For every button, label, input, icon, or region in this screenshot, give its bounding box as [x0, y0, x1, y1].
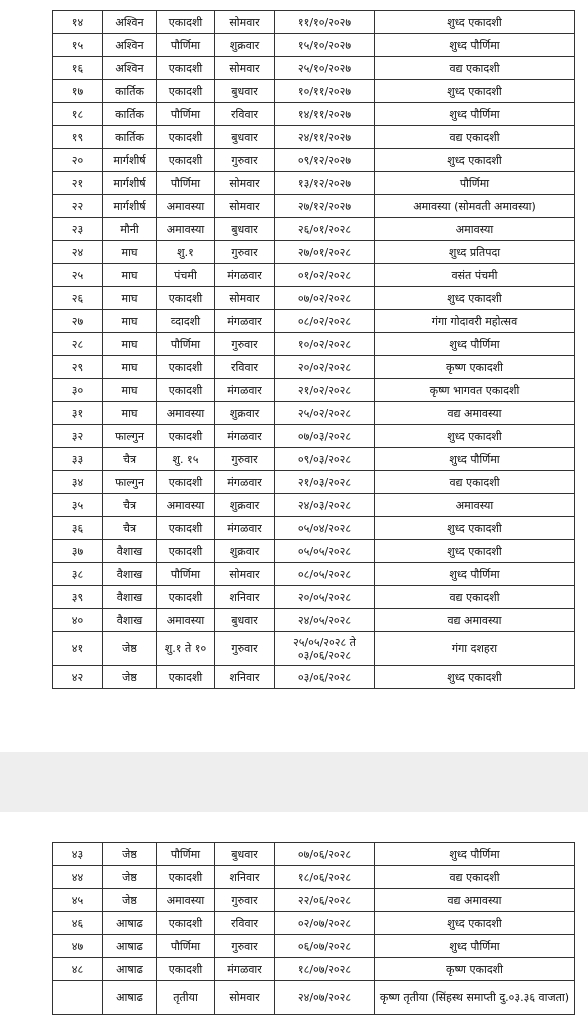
weekday-cell: बुधवार	[215, 126, 275, 149]
date-cell: ०८/०२/२०२८	[275, 310, 375, 333]
date-cell: ०३/०६/२०२८	[275, 666, 375, 689]
serial-number-cell: १४	[53, 11, 103, 34]
page-sheet-bottom	[0, 812, 588, 1024]
description-cell: शुध्द एकादशी	[375, 149, 575, 172]
table-row	[53, 843, 575, 866]
description-cell: शुध्द पौर्णिमा	[375, 103, 575, 126]
description-cell: शुध्द प्रतिपदा	[375, 241, 575, 264]
description-cell: शुध्द एकादशी	[375, 287, 575, 310]
description-cell: शुध्द एकादशी	[375, 540, 575, 563]
weekday-cell: रविवार	[215, 356, 275, 379]
table-row	[53, 666, 575, 689]
table-row	[53, 866, 575, 889]
table-row	[53, 264, 575, 287]
date-cell: २५/१०/२०२७	[275, 57, 375, 80]
weekday-cell: बुधवार	[215, 843, 275, 866]
serial-number-cell: २३	[53, 218, 103, 241]
serial-number-cell: ३८	[53, 563, 103, 586]
table-row	[53, 310, 575, 333]
serial-number-cell: १६	[53, 57, 103, 80]
weekday-cell: रविवार	[215, 912, 275, 935]
serial-number-cell: ३३	[53, 448, 103, 471]
tithi-cell: अमावस्या	[157, 889, 215, 912]
description-cell: शुध्द पौर्णिमा	[375, 448, 575, 471]
weekday-cell: गुरुवार	[215, 935, 275, 958]
table-row	[53, 11, 575, 34]
serial-number-cell: ३५	[53, 494, 103, 517]
tithi-cell: व्दादशी	[157, 310, 215, 333]
table-row	[53, 471, 575, 494]
table-row	[53, 609, 575, 632]
month-cell: अश्विन	[103, 57, 157, 80]
serial-number-cell: ४४	[53, 866, 103, 889]
date-cell: २०/०५/२०२८	[275, 586, 375, 609]
serial-number-cell: ४७	[53, 935, 103, 958]
description-cell: शुध्द एकादशी	[375, 517, 575, 540]
month-cell: माघ	[103, 379, 157, 402]
tithi-cell: अमावस्या	[157, 218, 215, 241]
date-cell: २४/०३/२०२८	[275, 494, 375, 517]
festival-table-top	[52, 10, 575, 689]
month-cell: माघ	[103, 264, 157, 287]
month-cell: चैत्र	[103, 494, 157, 517]
description-cell: शुध्द एकादशी	[375, 912, 575, 935]
weekday-cell: मंगळवार	[215, 958, 275, 981]
table-row	[53, 494, 575, 517]
tithi-cell: एकादशी	[157, 425, 215, 448]
weekday-cell: रविवार	[215, 103, 275, 126]
serial-number-cell: ४५	[53, 889, 103, 912]
description-cell: वद्य एकादशी	[375, 126, 575, 149]
table-row	[53, 402, 575, 425]
weekday-cell: शुक्रवार	[215, 540, 275, 563]
description-cell: अमावस्या	[375, 494, 575, 517]
description-cell: शुध्द एकादशी	[375, 11, 575, 34]
serial-number-cell: २४	[53, 241, 103, 264]
date-cell: २४/०५/२०२८	[275, 609, 375, 632]
month-cell: वैशाख	[103, 540, 157, 563]
serial-number-cell: २९	[53, 356, 103, 379]
date-cell: २४/०७/२०२८	[275, 981, 375, 1015]
month-cell: माघ	[103, 333, 157, 356]
month-cell: जेष्ठ	[103, 866, 157, 889]
table-row	[53, 981, 575, 1015]
date-cell: २५/०२/२०२८	[275, 402, 375, 425]
description-cell: गंगा गोदावरी महोत्सव	[375, 310, 575, 333]
date-cell: १०/०२/२०२८	[275, 333, 375, 356]
table-row	[53, 586, 575, 609]
date-cell: ११/१०/२०२७	[275, 11, 375, 34]
month-cell: माघ	[103, 402, 157, 425]
month-cell: आषाढ	[103, 981, 157, 1015]
serial-number-cell: ४०	[53, 609, 103, 632]
table-row	[53, 935, 575, 958]
weekday-cell: मंगळवार	[215, 264, 275, 287]
tithi-cell: एकादशी	[157, 666, 215, 689]
table-row	[53, 218, 575, 241]
month-cell: जेष्ठ	[103, 632, 157, 666]
tithi-cell: पौर्णिमा	[157, 172, 215, 195]
weekday-cell: सोमवार	[215, 287, 275, 310]
description-cell: कृष्ण एकादशी	[375, 356, 575, 379]
serial-number-cell: ३४	[53, 471, 103, 494]
description-cell: वद्य अमावस्या	[375, 402, 575, 425]
date-cell: २०/०२/२०२८	[275, 356, 375, 379]
weekday-cell: गुरुवार	[215, 632, 275, 666]
tithi-cell: पौर्णिमा	[157, 935, 215, 958]
month-cell: वैशाख	[103, 586, 157, 609]
tithi-cell: एकादशी	[157, 517, 215, 540]
date-cell: १३/१२/२०२७	[275, 172, 375, 195]
serial-number-cell: २१	[53, 172, 103, 195]
weekday-cell: मंगळवार	[215, 310, 275, 333]
description-cell: पौर्णिमा	[375, 172, 575, 195]
month-cell: मार्गशीर्ष	[103, 195, 157, 218]
serial-number-cell: ४६	[53, 912, 103, 935]
weekday-cell: मंगळवार	[215, 517, 275, 540]
tithi-cell: एकादशी	[157, 287, 215, 310]
serial-number-cell: २८	[53, 333, 103, 356]
table-row	[53, 632, 575, 666]
date-cell: १०/११/२०२७	[275, 80, 375, 103]
weekday-cell: सोमवार	[215, 172, 275, 195]
tithi-cell: अमावस्या	[157, 494, 215, 517]
weekday-cell: सोमवार	[215, 563, 275, 586]
weekday-cell: सोमवार	[215, 195, 275, 218]
table-row	[53, 425, 575, 448]
table-row	[53, 287, 575, 310]
table-row	[53, 912, 575, 935]
date-cell: १४/११/२०२७	[275, 103, 375, 126]
tithi-cell: एकादशी	[157, 11, 215, 34]
date-cell: २५/०५/२०२८ ते ०३/०६/२०२८	[275, 632, 375, 666]
weekday-cell: शनिवार	[215, 866, 275, 889]
table-row	[53, 958, 575, 981]
serial-number-cell: १९	[53, 126, 103, 149]
table-row	[53, 126, 575, 149]
month-cell: आषाढ	[103, 958, 157, 981]
tithi-cell: एकादशी	[157, 958, 215, 981]
table-row	[53, 540, 575, 563]
table-row	[53, 34, 575, 57]
description-cell: अमावस्या (सोमवती अमावस्या)	[375, 195, 575, 218]
tithi-cell: एकादशी	[157, 356, 215, 379]
tithi-cell: एकादशी	[157, 149, 215, 172]
serial-number-cell: ३१	[53, 402, 103, 425]
description-cell: गंगा दशहरा	[375, 632, 575, 666]
date-cell: ०७/०२/२०२८	[275, 287, 375, 310]
weekday-cell: शनिवार	[215, 666, 275, 689]
date-cell: ०६/०७/२०२८	[275, 935, 375, 958]
weekday-cell: शुक्रवार	[215, 34, 275, 57]
weekday-cell: गुरुवार	[215, 149, 275, 172]
serial-number-cell: २६	[53, 287, 103, 310]
tithi-cell: पौर्णिमा	[157, 333, 215, 356]
description-cell: कृष्ण तृतीया (सिंहस्थ समाप्ती दु.०३.३६ वाजता)	[375, 981, 575, 1015]
date-cell: ०८/०५/२०२८	[275, 563, 375, 586]
month-cell: जेष्ठ	[103, 889, 157, 912]
month-cell: वैशाख	[103, 609, 157, 632]
tithi-cell: शु. १५	[157, 448, 215, 471]
description-cell: शुध्द पौर्णिमा	[375, 935, 575, 958]
description-cell: अमावस्या	[375, 218, 575, 241]
table-row	[53, 356, 575, 379]
date-cell: ०५/०४/२०२८	[275, 517, 375, 540]
table-row	[53, 80, 575, 103]
weekday-cell: शनिवार	[215, 586, 275, 609]
festival-table-bottom	[52, 842, 575, 1015]
month-cell: अश्विन	[103, 11, 157, 34]
description-cell: शुध्द पौर्णिमा	[375, 563, 575, 586]
weekday-cell: शुक्रवार	[215, 402, 275, 425]
date-cell: २७/१२/२०२७	[275, 195, 375, 218]
description-cell: कृष्ण एकादशी	[375, 958, 575, 981]
serial-number-cell	[53, 981, 103, 1015]
date-cell: ०९/०३/२०२८	[275, 448, 375, 471]
date-cell: २७/०१/२०२८	[275, 241, 375, 264]
month-cell: जेष्ठ	[103, 666, 157, 689]
serial-number-cell: २५	[53, 264, 103, 287]
month-cell: माघ	[103, 241, 157, 264]
month-cell: कार्तिक	[103, 80, 157, 103]
tithi-cell: एकादशी	[157, 540, 215, 563]
description-cell: वसंत पंचमी	[375, 264, 575, 287]
table-row	[53, 172, 575, 195]
description-cell: शुध्द एकादशी	[375, 666, 575, 689]
serial-number-cell: ३९	[53, 586, 103, 609]
tithi-cell: पौर्णिमा	[157, 103, 215, 126]
table-row	[53, 563, 575, 586]
month-cell: कार्तिक	[103, 103, 157, 126]
weekday-cell: बुधवार	[215, 609, 275, 632]
weekday-cell: गुरुवार	[215, 889, 275, 912]
serial-number-cell: ४२	[53, 666, 103, 689]
tithi-cell: अमावस्या	[157, 402, 215, 425]
table-row	[53, 195, 575, 218]
month-cell: फाल्गुन	[103, 471, 157, 494]
tithi-cell: एकादशी	[157, 866, 215, 889]
tithi-cell: शु.१	[157, 241, 215, 264]
date-cell: ०९/१२/२०२७	[275, 149, 375, 172]
date-cell: २१/०२/२०२८	[275, 379, 375, 402]
serial-number-cell: ४३	[53, 843, 103, 866]
description-cell: वद्य एकादशी	[375, 586, 575, 609]
month-cell: अश्विन	[103, 34, 157, 57]
month-cell: मार्गशीर्ष	[103, 172, 157, 195]
serial-number-cell: ३७	[53, 540, 103, 563]
table-row	[53, 517, 575, 540]
date-cell: १८/०७/२०२८	[275, 958, 375, 981]
tithi-cell: एकादशी	[157, 471, 215, 494]
weekday-cell: मंगळवार	[215, 425, 275, 448]
month-cell: वैशाख	[103, 563, 157, 586]
weekday-cell: गुरुवार	[215, 333, 275, 356]
serial-number-cell: २०	[53, 149, 103, 172]
date-cell: २४/११/२०२७	[275, 126, 375, 149]
page-gap	[0, 752, 588, 812]
tithi-cell: एकादशी	[157, 57, 215, 80]
month-cell: चैत्र	[103, 517, 157, 540]
table-row	[53, 103, 575, 126]
month-cell: आषाढ	[103, 912, 157, 935]
tithi-cell: शु.१ ते १०	[157, 632, 215, 666]
description-cell: शुध्द पौर्णिमा	[375, 843, 575, 866]
tithi-cell: एकादशी	[157, 586, 215, 609]
weekday-cell: बुधवार	[215, 80, 275, 103]
serial-number-cell: ३०	[53, 379, 103, 402]
tithi-cell: एकादशी	[157, 912, 215, 935]
tithi-cell: एकादशी	[157, 126, 215, 149]
tithi-cell: पौर्णिमा	[157, 843, 215, 866]
serial-number-cell: ३६	[53, 517, 103, 540]
table-row	[53, 57, 575, 80]
tithi-cell: पंचमी	[157, 264, 215, 287]
date-cell: ०२/०७/२०२८	[275, 912, 375, 935]
description-cell: कृष्ण भागवत एकादशी	[375, 379, 575, 402]
date-cell: २१/०३/२०२८	[275, 471, 375, 494]
serial-number-cell: २७	[53, 310, 103, 333]
serial-number-cell: २२	[53, 195, 103, 218]
date-cell: १८/०६/२०२८	[275, 866, 375, 889]
month-cell: मौनी	[103, 218, 157, 241]
tithi-cell: पौर्णिमा	[157, 563, 215, 586]
month-cell: चैत्र	[103, 448, 157, 471]
table-row	[53, 448, 575, 471]
weekday-cell: गुरुवार	[215, 241, 275, 264]
serial-number-cell: १७	[53, 80, 103, 103]
table-row	[53, 333, 575, 356]
serial-number-cell: ४१	[53, 632, 103, 666]
serial-number-cell: १८	[53, 103, 103, 126]
tithi-cell: एकादशी	[157, 80, 215, 103]
weekday-cell: शुक्रवार	[215, 494, 275, 517]
date-cell: १५/१०/२०२७	[275, 34, 375, 57]
serial-number-cell: ३२	[53, 425, 103, 448]
tithi-cell: अमावस्या	[157, 195, 215, 218]
description-cell: शुध्द एकादशी	[375, 425, 575, 448]
description-cell: वद्य एकादशी	[375, 471, 575, 494]
weekday-cell: सोमवार	[215, 57, 275, 80]
date-cell: ०७/०३/२०२८	[275, 425, 375, 448]
serial-number-cell: ४८	[53, 958, 103, 981]
weekday-cell: मंगळवार	[215, 471, 275, 494]
month-cell: कार्तिक	[103, 126, 157, 149]
table-row	[53, 149, 575, 172]
month-cell: माघ	[103, 310, 157, 333]
weekday-cell: मंगळवार	[215, 379, 275, 402]
table-row	[53, 241, 575, 264]
date-cell: ०१/०२/२०२८	[275, 264, 375, 287]
date-cell: २६/०१/२०२८	[275, 218, 375, 241]
month-cell: माघ	[103, 356, 157, 379]
date-cell: ०५/०५/२०२८	[275, 540, 375, 563]
weekday-cell: गुरुवार	[215, 448, 275, 471]
table-row	[53, 889, 575, 912]
tithi-cell: अमावस्या	[157, 609, 215, 632]
month-cell: जेष्ठ	[103, 843, 157, 866]
month-cell: आषाढ	[103, 935, 157, 958]
month-cell: माघ	[103, 287, 157, 310]
tithi-cell: एकादशी	[157, 379, 215, 402]
weekday-cell: सोमवार	[215, 11, 275, 34]
weekday-cell: बुधवार	[215, 218, 275, 241]
description-cell: शुध्द पौर्णिमा	[375, 34, 575, 57]
month-cell: मार्गशीर्ष	[103, 149, 157, 172]
date-cell: ०७/०६/२०२८	[275, 843, 375, 866]
weekday-cell: सोमवार	[215, 981, 275, 1015]
tithi-cell: पौर्णिमा	[157, 34, 215, 57]
tithi-cell: तृतीया	[157, 981, 215, 1015]
description-cell: वद्य अमावस्या	[375, 889, 575, 912]
month-cell: फाल्गुन	[103, 425, 157, 448]
serial-number-cell: १५	[53, 34, 103, 57]
description-cell: वद्य एकादशी	[375, 57, 575, 80]
description-cell: वद्य अमावस्या	[375, 609, 575, 632]
description-cell: शुध्द पौर्णिमा	[375, 333, 575, 356]
table-row	[53, 379, 575, 402]
date-cell: २२/०६/२०२८	[275, 889, 375, 912]
description-cell: वद्य एकादशी	[375, 866, 575, 889]
description-cell: शुध्द एकादशी	[375, 80, 575, 103]
